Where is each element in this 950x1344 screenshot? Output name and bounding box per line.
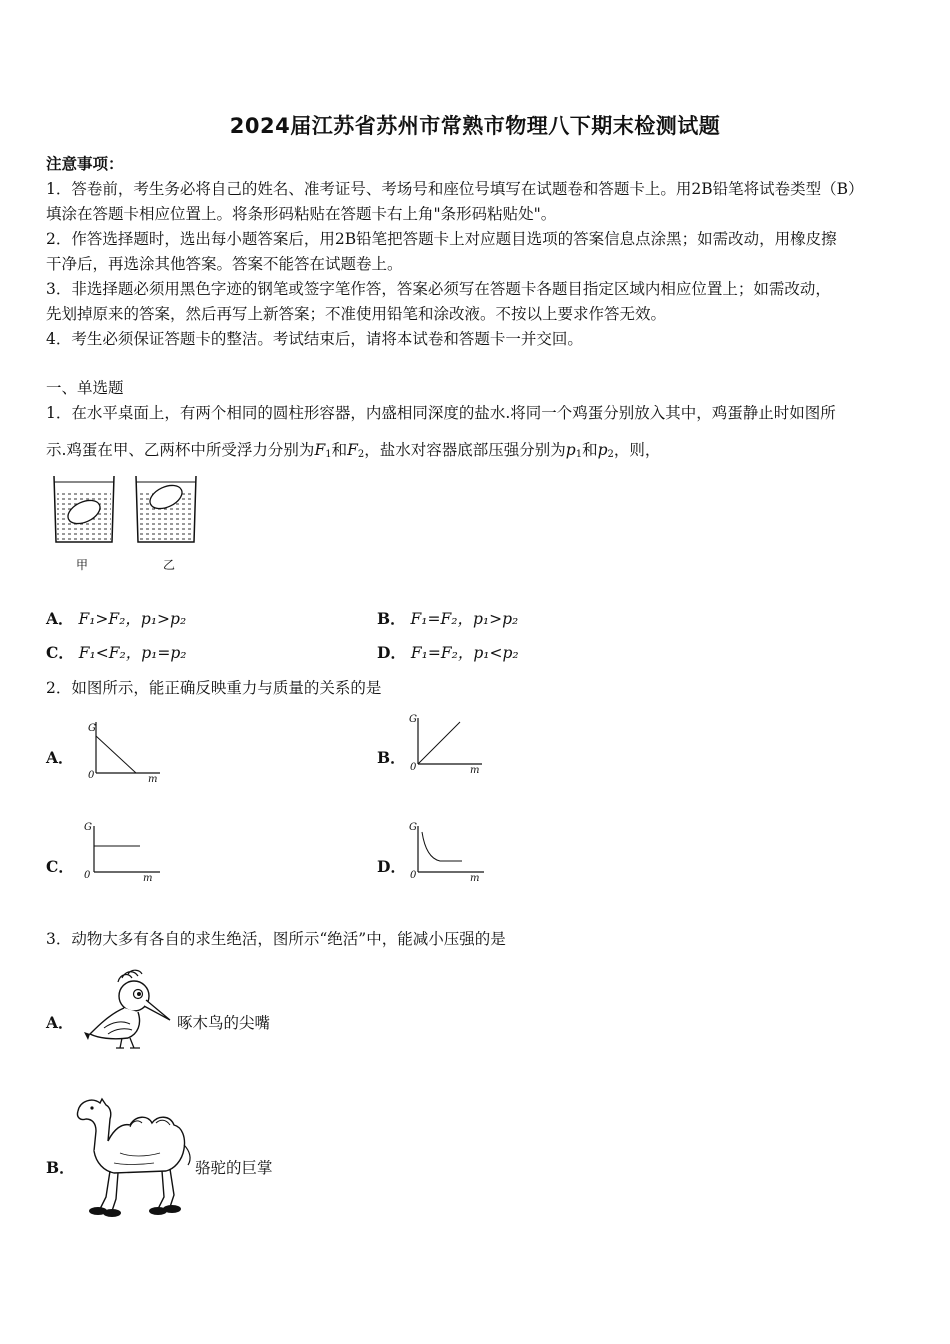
q1-stem-line1: 1．在水平桌面上，有两个相同的圆柱形容器，内盛相同深度的盐水.将同一个鸡蛋分别放入其中，鸡蛋静止时如图所 (46, 404, 836, 422)
origin-label: 0 (410, 870, 417, 881)
axis-g-label: G (84, 822, 92, 833)
q2-option-c[interactable]: C． (46, 857, 74, 876)
q2-option-b[interactable]: B． (377, 748, 406, 767)
q1-stem-line2: 示.鸡蛋在甲、乙两杯中所受浮力分别为$F_1$和$F_2$，盐水对容器底部压强分别为$p_1$和$p_2$，则， (46, 441, 661, 460)
notice-line: 填涂在答题卡相应位置上。将条形码粘贴在答题卡右上角"条形码粘贴处"。 (46, 205, 557, 223)
q2-option-a[interactable]: A． (46, 748, 74, 767)
graph-constant (84, 822, 166, 884)
notice-heading: 注意事项： (46, 154, 124, 173)
axis-m-label: m (148, 774, 158, 785)
camel-illustration (70, 1093, 196, 1223)
q1-option-a[interactable]: A． F₁>F₂，p₁>p₂ (46, 609, 187, 628)
q2-stem: 2．如图所示，能正确反映重力与质量的关系的是 (46, 679, 382, 697)
q3-option-b-text: 骆驼的巨掌 (195, 1159, 273, 1177)
cup-jia (54, 476, 114, 542)
notice-line: 3．非选择题必须用黑色字迹的钢笔或签字笔作答，答案必须写在答题卡各题目指定区域内相应位置上；如需改动， (46, 280, 831, 298)
notice-line: 2．作答选择题时，选出每小题答案后，用2B铅笔把答题卡上对应题目选项的答案信息点涂黑；如需改动，用橡皮擦 (46, 230, 837, 248)
origin-label: 0 (88, 770, 95, 781)
q1-option-c[interactable]: C． F₁<F₂，p₁=p₂ (46, 643, 187, 662)
q2-option-d[interactable]: D． (377, 857, 406, 876)
page-title: 2024届江苏省苏州市常熟市物理八下期末检测试题 (229, 114, 721, 138)
q3-option-a-text: 啄木鸟的尖嘴 (177, 1014, 271, 1032)
q1-option-d[interactable]: D． F₁=F₂，p₁<p₂ (377, 643, 519, 662)
notice-line: 先划掉原来的答案，然后再写上新答案；不准使用铅笔和涂改液。不按以上要求作答无效。 (46, 305, 667, 323)
axis-g-label: G (88, 723, 96, 734)
notice-line: 干净后，再选涂其他答案。答案不能答在试题卷上。 (46, 255, 403, 273)
section-heading: 一、单选题 (46, 379, 124, 397)
cup-label-yi: 乙 (163, 558, 176, 572)
origin-label: 0 (410, 762, 417, 773)
woodpecker-illustration (82, 968, 174, 1052)
axis-g-label: G (409, 714, 417, 725)
q3-option-b[interactable]: B． (46, 1158, 75, 1177)
q3-option-a[interactable]: A． (46, 1013, 74, 1032)
q3-stem: 3．动物大多有各自的求生绝活，图所示“绝活”中，能减小压强的是 (46, 930, 506, 948)
axis-g-label: G (409, 822, 417, 833)
cup-label-jia: 甲 (76, 558, 89, 572)
notice-line: 4．考生必须保证答题卡的整洁。考试结束后，请将本试卷和答题卡一并交回。 (46, 330, 583, 348)
axis-m-label: m (143, 873, 153, 884)
origin-label: 0 (84, 870, 91, 881)
axis-m-label: m (470, 873, 480, 884)
q1-option-b[interactable]: B． F₁=F₂，p₁>p₂ (377, 609, 519, 628)
axis-m-label: m (470, 765, 480, 776)
cup-yi (136, 476, 196, 542)
notice-line: 1．答卷前，考生务必将自己的姓名、准考证号、考场号和座位号填写在试题卷和答题卡上。用2B铅笔将试卷类型（B） (46, 180, 864, 198)
cups-figure (50, 472, 200, 547)
